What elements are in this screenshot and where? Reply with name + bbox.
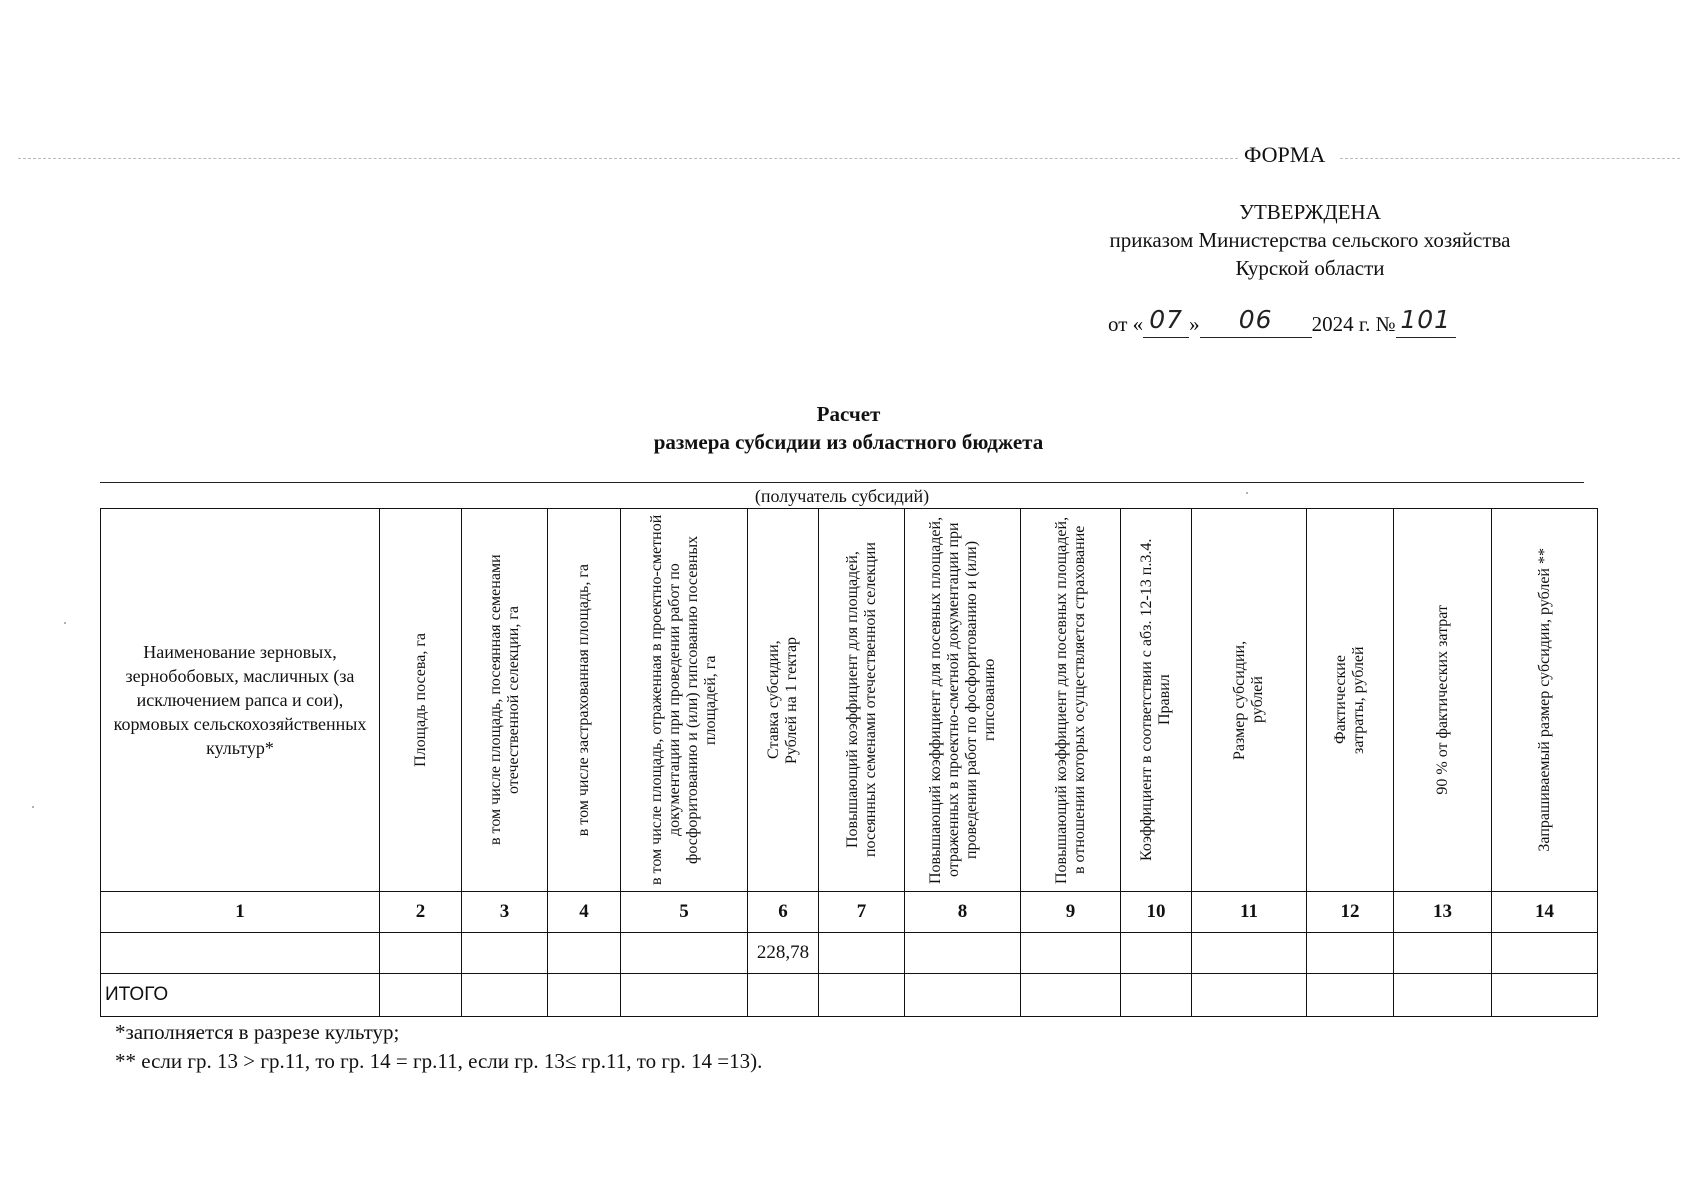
column-header-3: в том числе площадь, посеянная семенами отечественной селекции, га <box>462 509 548 892</box>
total-cell[interactable] <box>1121 974 1192 1017</box>
total-cell[interactable] <box>1394 974 1492 1017</box>
title-line-2: размера субсидии из областного бюджета <box>653 430 1044 454</box>
number-field[interactable] <box>1396 305 1456 338</box>
total-cell[interactable] <box>819 974 905 1017</box>
approval-block <box>1050 198 1570 282</box>
column-header-1: Наименование зерновых, зернобобовых, масличных (за исключением рапса и сои), кормовых сельскохозяйственных культур* <box>101 509 380 892</box>
footnote-1: *заполняется в разрезе культур; <box>115 1020 400 1044</box>
scan-speck <box>64 622 66 624</box>
column-header-8: Повышающий коэффициент для посевных площадей, отраженных в проектно-сметной документации при проведении работ по фосфоритованию и (или) гипсованию <box>905 509 1021 892</box>
total-cell[interactable] <box>1192 974 1307 1017</box>
total-cell[interactable] <box>1492 974 1598 1017</box>
column-header-7: Повышающий коэффициент для площадей, посеянных семенами отечественной селекции <box>819 509 905 892</box>
total-cell[interactable] <box>1021 974 1121 1017</box>
total-cell[interactable] <box>380 974 462 1017</box>
recipient-label: (получатель субсидий) <box>754 486 930 506</box>
total-cell[interactable] <box>905 974 1021 1017</box>
total-cell[interactable] <box>462 974 548 1017</box>
table-cell[interactable] <box>1492 933 1598 974</box>
column-header-9: Повышающий коэффициент для посевных площадей, в отношении которых осуществляется страхование <box>1021 509 1121 892</box>
column-number: 4 <box>548 892 621 933</box>
order-date-number <box>1108 305 1456 338</box>
table-cell[interactable] <box>1192 933 1307 974</box>
column-number: 10 <box>1121 892 1192 933</box>
column-header-4: в том числе застрахованная площадь, га <box>548 509 621 892</box>
table-cell[interactable] <box>1121 933 1192 974</box>
month-handwritten: 06 <box>1238 305 1273 334</box>
subsidy-rate-cell[interactable]: 228,78 <box>748 933 819 974</box>
footnotes <box>115 1018 762 1076</box>
table-cell[interactable] <box>905 933 1021 974</box>
table-cell[interactable] <box>1394 933 1492 974</box>
total-cell[interactable] <box>748 974 819 1017</box>
column-header-2: Площадь посева, га <box>380 509 462 892</box>
column-number: 3 <box>462 892 548 933</box>
column-number: 6 <box>748 892 819 933</box>
quote-close: » <box>1189 312 1200 336</box>
day-field[interactable] <box>1143 305 1189 338</box>
title-line-1: Расчет <box>816 402 881 426</box>
total-row <box>101 974 1598 1017</box>
total-cell[interactable] <box>548 974 621 1017</box>
table-cell[interactable] <box>819 933 905 974</box>
column-number: 5 <box>621 892 748 933</box>
column-number: 9 <box>1021 892 1121 933</box>
scan-dashed-rule-right <box>1340 158 1680 159</box>
column-number: 2 <box>380 892 462 933</box>
document-title <box>0 400 1697 456</box>
column-number: 8 <box>905 892 1021 933</box>
table-row <box>101 933 1598 974</box>
column-number: 14 <box>1492 892 1598 933</box>
approval-line-2: приказом Министерства сельского хозяйства <box>1109 228 1511 252</box>
total-label: ИТОГО <box>101 974 380 1017</box>
scan-dashed-rule-left <box>18 158 1243 159</box>
total-cell[interactable] <box>621 974 748 1017</box>
column-header-6: Ставка субсидии, Рублей на 1 гектар <box>748 509 819 892</box>
crop-name-cell[interactable] <box>101 933 380 974</box>
calculation-table <box>100 508 1598 1017</box>
table-cell[interactable] <box>462 933 548 974</box>
table-cell[interactable] <box>621 933 748 974</box>
number-handwritten: 101 <box>1400 305 1452 334</box>
table-cell[interactable] <box>548 933 621 974</box>
approval-line-1: УТВЕРЖДЕНА <box>1239 200 1381 224</box>
column-number: 12 <box>1307 892 1394 933</box>
month-field[interactable] <box>1200 305 1312 338</box>
column-number: 1 <box>101 892 380 933</box>
approval-line-3: Курской области <box>1235 256 1385 280</box>
column-header-10: Коэффициент в соответствии с абз. 12-13 п.3.4. Правил <box>1121 509 1192 892</box>
table-cell[interactable] <box>380 933 462 974</box>
column-number: 13 <box>1394 892 1492 933</box>
column-number: 7 <box>819 892 905 933</box>
column-header-12: Фактические затраты, рублей <box>1307 509 1394 892</box>
column-number-row <box>101 892 1598 933</box>
footnote-2: ** если гр. 13 > гр.11, то гр. 14 = гр.11, если гр. 13≤ гр.11, то гр. 14 =13). <box>115 1049 763 1073</box>
table-cell[interactable] <box>1307 933 1394 974</box>
year-text: 2024 г. № <box>1311 312 1396 336</box>
column-header-11: Размер субсидии, рублей <box>1192 509 1307 892</box>
column-header-5: в том числе площадь, отраженная в проектно-сметной документации при проведении работ по фосфоритованию и (или) гипсованию посевных площадей, га <box>621 509 748 892</box>
scan-speck <box>32 806 34 808</box>
column-header-14: Запрашиваемый размер субсидии, рублей ** <box>1492 509 1598 892</box>
order-prefix: от « <box>1108 312 1144 336</box>
day-handwritten: 07 <box>1149 305 1184 334</box>
form-label: ФОРМА <box>1240 142 1329 168</box>
table-header-row <box>101 509 1598 892</box>
total-cell[interactable] <box>1307 974 1394 1017</box>
scan-speck <box>1246 492 1248 494</box>
column-number: 11 <box>1192 892 1307 933</box>
table-cell[interactable] <box>1021 933 1121 974</box>
column-header-13: 90 % от фактических затрат <box>1394 509 1492 892</box>
recipient-underline <box>100 482 1584 483</box>
